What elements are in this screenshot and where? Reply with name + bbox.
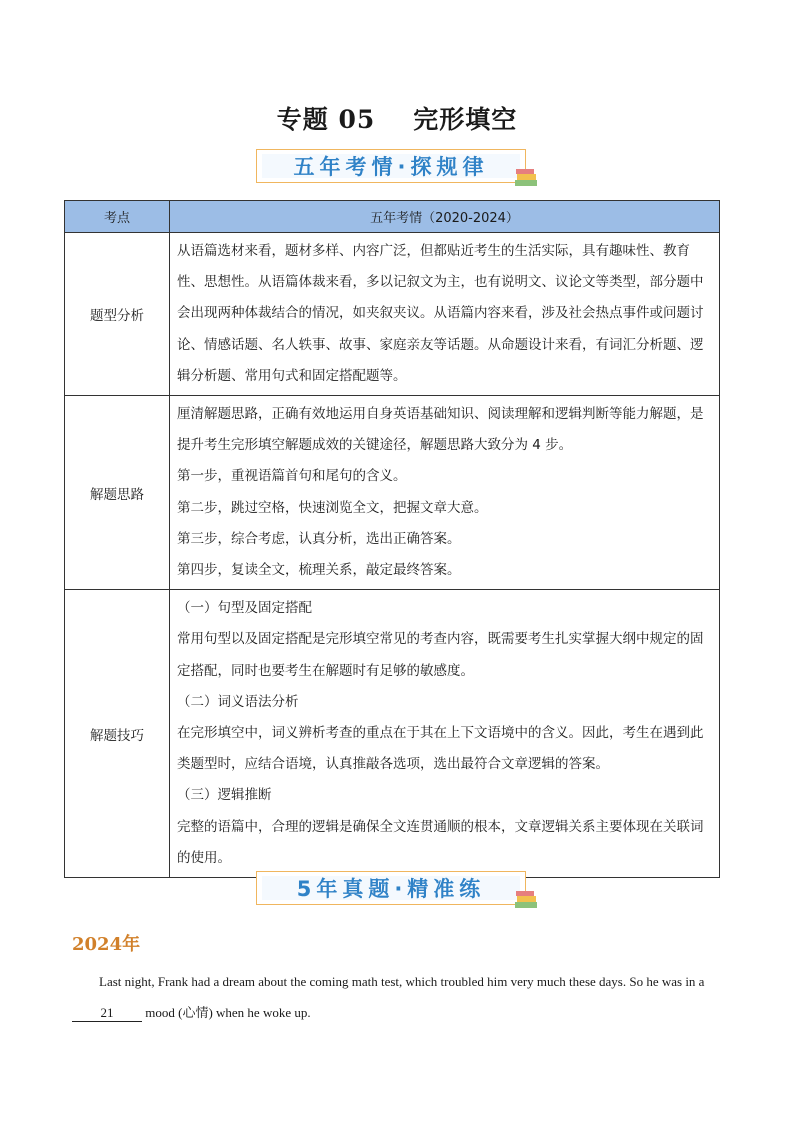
row-content <box>170 233 720 396</box>
table-row <box>65 233 720 396</box>
passage-before: Last night, Frank had a dream about the coming math test, which troubled him very much these days. So he was in a <box>99 974 705 989</box>
banner-label: 5年真题·精准练 <box>262 876 520 900</box>
table-header-row <box>65 201 720 233</box>
row-label: 解题思路 <box>65 396 170 590</box>
banner-label: 五年考情·探规律 <box>262 154 520 178</box>
table-row <box>65 590 720 878</box>
paragraph: 完整的语篇中，合理的逻辑是确保全文连贯通顺的根本，文章逻辑关系主要体现在关联词的使用。 <box>177 818 704 866</box>
paragraph: 第一步，重视语篇首句和尾句的含义。 <box>177 468 407 485</box>
paragraph: 在完形填空中，词义辨析考查的重点在于其在上下文语境中的含义。因此，考生在遇到此类题型时，应结合语境，认真推敲各选项，选出最符合文章逻辑的答案。 <box>177 725 704 773</box>
banner-five-year-overview <box>256 149 526 183</box>
row-label: 题型分析 <box>65 233 170 396</box>
banner-five-year-practice <box>256 871 526 905</box>
row-label: 解题技巧 <box>65 590 170 878</box>
topic-number: 专题 05 <box>276 105 376 134</box>
passage-text <box>72 966 722 1028</box>
topic-name: 完形填空 <box>413 105 518 134</box>
analysis-table <box>64 200 720 878</box>
books-icon <box>513 888 539 910</box>
page-title <box>0 100 794 136</box>
paragraph: 第三步，综合考虑，认真分析，选出正确答案。 <box>177 530 461 547</box>
column-header: 五年考情（2020-2024） <box>170 201 720 233</box>
paragraph: 从语篇选材来看，题材多样、内容广泛，但都贴近考生的生活实际，具有趣味性、教育性、思想性。从语篇体裁来看，多以记叙文为主，也有说明文、议论文等类型，部分题中会出现两种体裁结合的情况，如夹叙夹议。从语篇内容来看，涉及社会热点事件或问题讨论、情感话题、名人轶事、故事、家庭亲友等话题。从命题设计来看，有词汇分析题、逻辑分析题、常用句式和固定搭配题等。 <box>177 243 704 384</box>
paragraph: 第四步，复读全文，梳理关系，敲定最终答案。 <box>177 562 461 579</box>
paragraph: （三）逻辑推断 <box>177 787 272 804</box>
section-year-heading: 2024年 <box>72 934 141 955</box>
paragraph: 第二步，跳过空格，快速浏览全文，把握文章大意。 <box>177 499 488 516</box>
blank-21[interactable]: 21 <box>72 1005 142 1022</box>
books-icon <box>513 166 539 188</box>
passage-after: mood (心情) when he woke up. <box>142 1005 311 1020</box>
row-content <box>170 590 720 878</box>
paragraph: 常用句型以及固定搭配是完形填空常见的考查内容，既需要考生扎实掌握大纲中规定的固定搭配，同时也要考生在解题时有足够的敏感度。 <box>177 631 704 679</box>
paragraph: 厘清解题思路，正确有效地运用自身英语基础知识、阅读理解和逻辑判断等能力解题，是提升考生完形填空解题成效的关键途径，解题思路大致分为 4 步。 <box>177 406 704 454</box>
paragraph: （二）词义语法分析 <box>177 693 299 710</box>
paragraph: （一）句型及固定搭配 <box>177 600 312 617</box>
row-content <box>170 396 720 590</box>
table-row <box>65 396 720 590</box>
column-header: 考点 <box>65 201 170 233</box>
